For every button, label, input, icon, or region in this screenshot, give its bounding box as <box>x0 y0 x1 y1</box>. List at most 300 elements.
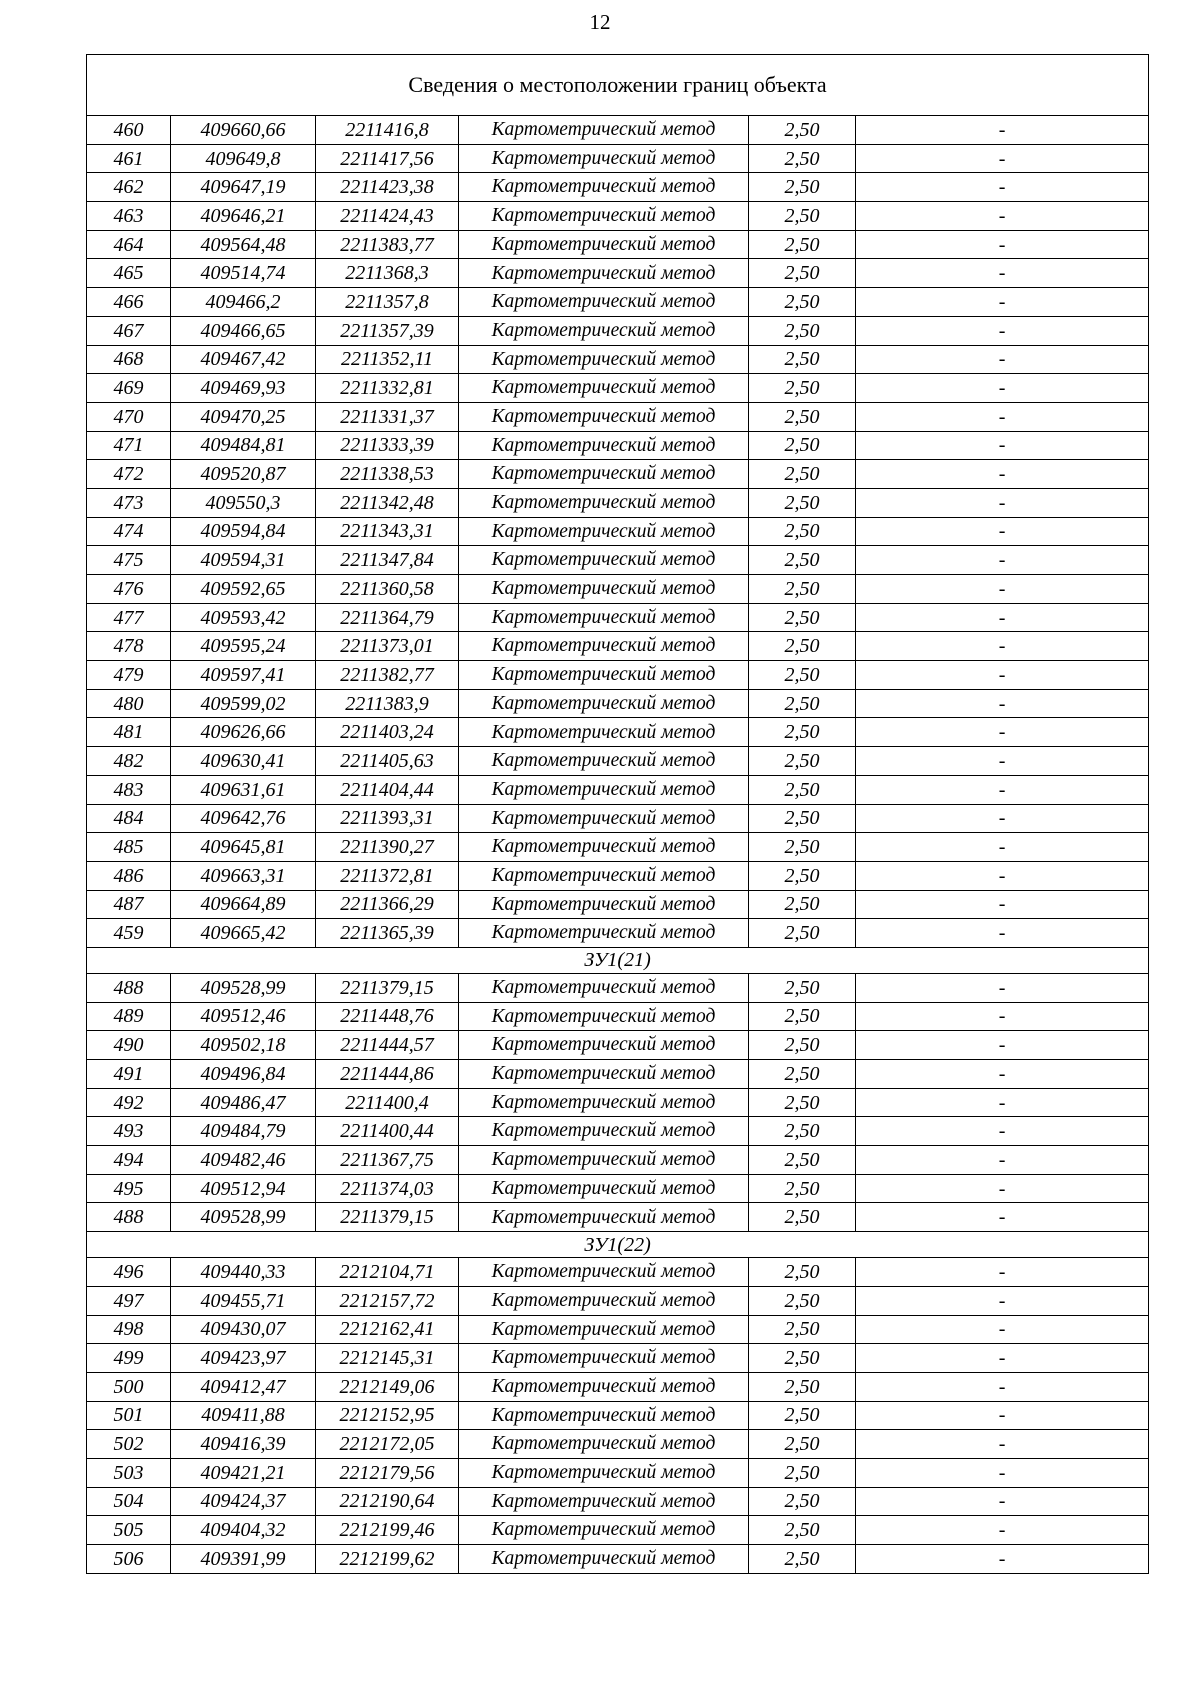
cell-coord-y: 2211352,11 <box>316 345 459 374</box>
cell-method: Картометрический метод <box>459 517 749 546</box>
cell-coord-y: 2212157,72 <box>316 1286 459 1315</box>
cell-point-number: 492 <box>87 1088 171 1117</box>
cell-coord-y: 2212199,46 <box>316 1516 459 1545</box>
table-row <box>87 1117 1149 1146</box>
cell-method: Картометрический метод <box>459 1315 749 1344</box>
cell-coord-x: 409665,42 <box>171 919 316 948</box>
cell-coord-y: 2212190,64 <box>316 1487 459 1516</box>
cell-point-number: 478 <box>87 632 171 661</box>
cell-coord-y: 2211383,9 <box>316 689 459 718</box>
cell-description: - <box>856 144 1149 173</box>
cell-coord-x: 409496,84 <box>171 1060 316 1089</box>
cell-coord-x: 409430,07 <box>171 1315 316 1344</box>
cell-point-number: 506 <box>87 1545 171 1574</box>
cell-coord-x: 409514,74 <box>171 259 316 288</box>
cell-coord-x: 409626,66 <box>171 718 316 747</box>
cell-point-number: 481 <box>87 718 171 747</box>
table-row <box>87 1344 1149 1373</box>
cell-accuracy: 2,50 <box>749 1258 856 1287</box>
cell-coord-y: 2211405,63 <box>316 747 459 776</box>
cell-accuracy: 2,50 <box>749 1146 856 1175</box>
cell-point-number: 491 <box>87 1060 171 1089</box>
cell-description: - <box>856 488 1149 517</box>
cell-description: - <box>856 374 1149 403</box>
cell-accuracy: 2,50 <box>749 1401 856 1430</box>
cell-coord-y: 2211382,77 <box>316 661 459 690</box>
cell-accuracy: 2,50 <box>749 1060 856 1089</box>
table-row <box>87 1060 1149 1089</box>
cell-coord-x: 409512,94 <box>171 1174 316 1203</box>
cell-coord-x: 409512,46 <box>171 1002 316 1031</box>
cell-point-number: 472 <box>87 460 171 489</box>
cell-coord-y: 2212162,41 <box>316 1315 459 1344</box>
cell-method: Картометрический метод <box>459 575 749 604</box>
cell-description: - <box>856 288 1149 317</box>
cell-coord-y: 2212172,05 <box>316 1430 459 1459</box>
table-row <box>87 661 1149 690</box>
cell-coord-x: 409550,3 <box>171 488 316 517</box>
cell-point-number: 498 <box>87 1315 171 1344</box>
cell-coord-y: 2211423,38 <box>316 173 459 202</box>
cell-coord-x: 409467,42 <box>171 345 316 374</box>
cell-accuracy: 2,50 <box>749 431 856 460</box>
cell-method: Картометрический метод <box>459 919 749 948</box>
cell-description: - <box>856 1060 1149 1089</box>
cell-description: - <box>856 775 1149 804</box>
cell-method: Картометрический метод <box>459 116 749 145</box>
cell-coord-x: 409470,25 <box>171 402 316 431</box>
cell-description: - <box>856 345 1149 374</box>
cell-coord-y: 2211372,81 <box>316 861 459 890</box>
cell-method: Картометрический метод <box>459 603 749 632</box>
cell-accuracy: 2,50 <box>749 1545 856 1574</box>
cell-coord-x: 409502,18 <box>171 1031 316 1060</box>
cell-coord-x: 409592,65 <box>171 575 316 604</box>
cell-method: Картометрический метод <box>459 1372 749 1401</box>
cell-accuracy: 2,50 <box>749 661 856 690</box>
cell-point-number: 499 <box>87 1344 171 1373</box>
table-row <box>87 345 1149 374</box>
cell-accuracy: 2,50 <box>749 1031 856 1060</box>
table-row <box>87 116 1149 145</box>
table-row <box>87 431 1149 460</box>
cell-accuracy: 2,50 <box>749 804 856 833</box>
cell-point-number: 503 <box>87 1458 171 1487</box>
table-row <box>87 1174 1149 1203</box>
cell-point-number: 475 <box>87 546 171 575</box>
cell-description: - <box>856 230 1149 259</box>
table-row <box>87 1203 1149 1232</box>
table-row <box>87 1258 1149 1287</box>
cell-description: - <box>856 1430 1149 1459</box>
cell-coord-y: 2211424,43 <box>316 202 459 231</box>
cell-coord-x: 409564,48 <box>171 230 316 259</box>
cell-accuracy: 2,50 <box>749 230 856 259</box>
cell-coord-x: 409412,47 <box>171 1372 316 1401</box>
cell-method: Картометрический метод <box>459 1401 749 1430</box>
table-body <box>87 55 1149 1574</box>
cell-coord-y: 2211373,01 <box>316 632 459 661</box>
table-row <box>87 575 1149 604</box>
cell-coord-y: 2211342,48 <box>316 488 459 517</box>
cell-description: - <box>856 116 1149 145</box>
cell-description: - <box>856 1344 1149 1373</box>
cell-coord-x: 409597,41 <box>171 661 316 690</box>
cell-method: Картометрический метод <box>459 144 749 173</box>
section-label: ЗУ1(21) <box>87 947 1149 973</box>
cell-coord-y: 2211331,37 <box>316 402 459 431</box>
cell-point-number: 504 <box>87 1487 171 1516</box>
cell-coord-x: 409421,21 <box>171 1458 316 1487</box>
cell-point-number: 482 <box>87 747 171 776</box>
cell-coord-y: 2211400,4 <box>316 1088 459 1117</box>
cell-method: Картометрический метод <box>459 1458 749 1487</box>
cell-method: Картометрический метод <box>459 1344 749 1373</box>
cell-coord-x: 409466,65 <box>171 316 316 345</box>
table-row <box>87 517 1149 546</box>
cell-coord-y: 2211357,8 <box>316 288 459 317</box>
cell-coord-y: 2211379,15 <box>316 1203 459 1232</box>
cell-description: - <box>856 460 1149 489</box>
cell-coord-x: 409466,2 <box>171 288 316 317</box>
cell-accuracy: 2,50 <box>749 632 856 661</box>
cell-coord-x: 409630,41 <box>171 747 316 776</box>
cell-coord-y: 2211366,29 <box>316 890 459 919</box>
cell-coord-x: 409484,81 <box>171 431 316 460</box>
cell-accuracy: 2,50 <box>749 747 856 776</box>
cell-coord-y: 2212152,95 <box>316 1401 459 1430</box>
cell-method: Картометрический метод <box>459 1258 749 1287</box>
cell-method: Картометрический метод <box>459 661 749 690</box>
cell-accuracy: 2,50 <box>749 460 856 489</box>
cell-point-number: 496 <box>87 1258 171 1287</box>
cell-coord-x: 409423,97 <box>171 1344 316 1373</box>
cell-coord-y: 2211347,84 <box>316 546 459 575</box>
cell-coord-x: 409484,79 <box>171 1117 316 1146</box>
cell-coord-x: 409528,99 <box>171 1203 316 1232</box>
cell-coord-x: 409645,81 <box>171 833 316 862</box>
cell-coord-x: 409486,47 <box>171 1088 316 1117</box>
cell-coord-x: 409660,66 <box>171 116 316 145</box>
cell-point-number: 502 <box>87 1430 171 1459</box>
cell-description: - <box>856 718 1149 747</box>
cell-point-number: 468 <box>87 345 171 374</box>
cell-coord-y: 2211416,8 <box>316 116 459 145</box>
cell-point-number: 501 <box>87 1401 171 1430</box>
cell-accuracy: 2,50 <box>749 1372 856 1401</box>
cell-coord-y: 2211367,75 <box>316 1146 459 1175</box>
cell-description: - <box>856 173 1149 202</box>
cell-coord-x: 409663,31 <box>171 861 316 890</box>
cell-accuracy: 2,50 <box>749 488 856 517</box>
table-row <box>87 775 1149 804</box>
cell-accuracy: 2,50 <box>749 1002 856 1031</box>
cell-coord-y: 2211364,79 <box>316 603 459 632</box>
cell-coord-x: 409391,99 <box>171 1545 316 1574</box>
cell-point-number: 488 <box>87 973 171 1002</box>
cell-point-number: 485 <box>87 833 171 862</box>
cell-description: - <box>856 316 1149 345</box>
section-header-row <box>87 1232 1149 1258</box>
cell-point-number: 465 <box>87 259 171 288</box>
cell-coord-x: 409416,39 <box>171 1430 316 1459</box>
cell-method: Картометрический метод <box>459 173 749 202</box>
table-title: Сведения о местоположении границ объекта <box>87 55 1149 116</box>
cell-method: Картометрический метод <box>459 804 749 833</box>
cell-point-number: 494 <box>87 1146 171 1175</box>
cell-description: - <box>856 919 1149 948</box>
cell-coord-y: 2211444,86 <box>316 1060 459 1089</box>
cell-accuracy: 2,50 <box>749 546 856 575</box>
cell-point-number: 500 <box>87 1372 171 1401</box>
cell-description: - <box>856 1031 1149 1060</box>
cell-accuracy: 2,50 <box>749 689 856 718</box>
cell-point-number: 486 <box>87 861 171 890</box>
page-number: 12 <box>589 10 611 34</box>
cell-method: Картометрический метод <box>459 833 749 862</box>
cell-description: - <box>856 517 1149 546</box>
cell-coord-y: 2211333,39 <box>316 431 459 460</box>
cell-point-number: 466 <box>87 288 171 317</box>
cell-coord-y: 2211417,56 <box>316 144 459 173</box>
cell-accuracy: 2,50 <box>749 1088 856 1117</box>
cell-accuracy: 2,50 <box>749 1458 856 1487</box>
cell-accuracy: 2,50 <box>749 973 856 1002</box>
table-row <box>87 632 1149 661</box>
cell-coord-y: 2211360,58 <box>316 575 459 604</box>
cell-coord-x: 409595,24 <box>171 632 316 661</box>
cell-method: Картометрический метод <box>459 861 749 890</box>
cell-coord-x: 409664,89 <box>171 890 316 919</box>
cell-method: Картометрический метод <box>459 747 749 776</box>
cell-accuracy: 2,50 <box>749 603 856 632</box>
cell-point-number: 493 <box>87 1117 171 1146</box>
cell-description: - <box>856 833 1149 862</box>
cell-point-number: 479 <box>87 661 171 690</box>
cell-point-number: 477 <box>87 603 171 632</box>
cell-accuracy: 2,50 <box>749 1203 856 1232</box>
table-row <box>87 973 1149 1002</box>
cell-accuracy: 2,50 <box>749 173 856 202</box>
cell-coord-y: 2211332,81 <box>316 374 459 403</box>
cell-accuracy: 2,50 <box>749 575 856 604</box>
cell-description: - <box>856 1545 1149 1574</box>
cell-point-number: 476 <box>87 575 171 604</box>
cell-coord-x: 409642,76 <box>171 804 316 833</box>
cell-description: - <box>856 747 1149 776</box>
cell-coord-x: 409646,21 <box>171 202 316 231</box>
cell-method: Картометрический метод <box>459 1088 749 1117</box>
cell-accuracy: 2,50 <box>749 1487 856 1516</box>
cell-description: - <box>856 1203 1149 1232</box>
table-row <box>87 402 1149 431</box>
cell-description: - <box>856 1117 1149 1146</box>
cell-method: Картометрический метод <box>459 1516 749 1545</box>
cell-coord-x: 409520,87 <box>171 460 316 489</box>
cell-description: - <box>856 603 1149 632</box>
cell-method: Картометрический метод <box>459 374 749 403</box>
cell-method: Картометрический метод <box>459 1203 749 1232</box>
table-row <box>87 1401 1149 1430</box>
cell-coord-y: 2211368,3 <box>316 259 459 288</box>
cell-description: - <box>856 575 1149 604</box>
cell-description: - <box>856 431 1149 460</box>
cell-point-number: 480 <box>87 689 171 718</box>
cell-accuracy: 2,50 <box>749 202 856 231</box>
table-row <box>87 890 1149 919</box>
cell-method: Картометрический метод <box>459 689 749 718</box>
cell-description: - <box>856 1458 1149 1487</box>
cell-coord-x: 409599,02 <box>171 689 316 718</box>
cell-coord-y: 2211379,15 <box>316 973 459 1002</box>
table-row <box>87 833 1149 862</box>
table-row <box>87 861 1149 890</box>
cell-description: - <box>856 861 1149 890</box>
cell-description: - <box>856 1487 1149 1516</box>
cell-method: Картометрический метод <box>459 1430 749 1459</box>
cell-accuracy: 2,50 <box>749 861 856 890</box>
cell-description: - <box>856 1146 1149 1175</box>
cell-point-number: 484 <box>87 804 171 833</box>
cell-method: Картометрический метод <box>459 1545 749 1574</box>
cell-coord-y: 2211374,03 <box>316 1174 459 1203</box>
cell-accuracy: 2,50 <box>749 718 856 747</box>
cell-coord-x: 409469,93 <box>171 374 316 403</box>
cell-description: - <box>856 804 1149 833</box>
table-row <box>87 689 1149 718</box>
cell-method: Картометрический метод <box>459 202 749 231</box>
cell-method: Картометрический метод <box>459 1146 749 1175</box>
cell-coord-y: 2211343,31 <box>316 517 459 546</box>
cell-point-number: 505 <box>87 1516 171 1545</box>
cell-accuracy: 2,50 <box>749 833 856 862</box>
cell-coord-y: 2211444,57 <box>316 1031 459 1060</box>
cell-description: - <box>856 632 1149 661</box>
cell-accuracy: 2,50 <box>749 116 856 145</box>
cell-method: Картометрический метод <box>459 230 749 259</box>
cell-coord-y: 2211390,27 <box>316 833 459 862</box>
cell-method: Картометрический метод <box>459 775 749 804</box>
cell-coord-y: 2212199,62 <box>316 1545 459 1574</box>
cell-point-number: 473 <box>87 488 171 517</box>
table-row <box>87 230 1149 259</box>
cell-method: Картометрический метод <box>459 1174 749 1203</box>
cell-description: - <box>856 1286 1149 1315</box>
cell-accuracy: 2,50 <box>749 775 856 804</box>
cell-point-number: 489 <box>87 1002 171 1031</box>
cell-accuracy: 2,50 <box>749 259 856 288</box>
cell-coord-y: 2212104,71 <box>316 1258 459 1287</box>
cell-accuracy: 2,50 <box>749 288 856 317</box>
cell-coord-y: 2211393,31 <box>316 804 459 833</box>
cell-method: Картометрический метод <box>459 460 749 489</box>
cell-coord-y: 2211357,39 <box>316 316 459 345</box>
cell-point-number: 495 <box>87 1174 171 1203</box>
cell-accuracy: 2,50 <box>749 345 856 374</box>
cell-coord-y: 2211383,77 <box>316 230 459 259</box>
table-row <box>87 144 1149 173</box>
table-row <box>87 202 1149 231</box>
cell-description: - <box>856 1516 1149 1545</box>
cell-coord-x: 409404,32 <box>171 1516 316 1545</box>
cell-method: Картометрический метод <box>459 431 749 460</box>
cell-coord-x: 409411,88 <box>171 1401 316 1430</box>
cell-accuracy: 2,50 <box>749 316 856 345</box>
cell-accuracy: 2,50 <box>749 1430 856 1459</box>
table-row <box>87 316 1149 345</box>
cell-method: Картометрический метод <box>459 632 749 661</box>
cell-coord-x: 409528,99 <box>171 973 316 1002</box>
cell-coord-y: 2212179,56 <box>316 1458 459 1487</box>
cell-point-number: 488 <box>87 1203 171 1232</box>
cell-point-number: 464 <box>87 230 171 259</box>
cell-accuracy: 2,50 <box>749 1315 856 1344</box>
cell-description: - <box>856 1315 1149 1344</box>
table-row <box>87 460 1149 489</box>
cell-description: - <box>856 1372 1149 1401</box>
table-row <box>87 1516 1149 1545</box>
table-row <box>87 1372 1149 1401</box>
cell-point-number: 471 <box>87 431 171 460</box>
table-title-row <box>87 55 1149 116</box>
table-row <box>87 1487 1149 1516</box>
cell-method: Картометрический метод <box>459 1031 749 1060</box>
cell-description: - <box>856 1002 1149 1031</box>
cell-coord-x: 409482,46 <box>171 1146 316 1175</box>
cell-method: Картометрический метод <box>459 1002 749 1031</box>
cell-coord-y: 2211365,39 <box>316 919 459 948</box>
table-row <box>87 259 1149 288</box>
cell-point-number: 461 <box>87 144 171 173</box>
cell-coord-x: 409455,71 <box>171 1286 316 1315</box>
table-row <box>87 1430 1149 1459</box>
cell-coord-y: 2212149,06 <box>316 1372 459 1401</box>
cell-accuracy: 2,50 <box>749 919 856 948</box>
cell-coord-x: 409424,37 <box>171 1487 316 1516</box>
table-row <box>87 603 1149 632</box>
cell-point-number: 490 <box>87 1031 171 1060</box>
cell-accuracy: 2,50 <box>749 1117 856 1146</box>
table-row <box>87 546 1149 575</box>
section-label: ЗУ1(22) <box>87 1232 1149 1258</box>
table-row <box>87 804 1149 833</box>
cell-point-number: 467 <box>87 316 171 345</box>
cell-accuracy: 2,50 <box>749 1516 856 1545</box>
cell-accuracy: 2,50 <box>749 144 856 173</box>
cell-coord-x: 409593,42 <box>171 603 316 632</box>
cell-point-number: 460 <box>87 116 171 145</box>
cell-description: - <box>856 546 1149 575</box>
cell-point-number: 459 <box>87 919 171 948</box>
cell-method: Картометрический метод <box>459 1487 749 1516</box>
cell-point-number: 483 <box>87 775 171 804</box>
cell-method: Картометрический метод <box>459 488 749 517</box>
cell-coord-x: 409631,61 <box>171 775 316 804</box>
cell-method: Картометрический метод <box>459 288 749 317</box>
cell-method: Картометрический метод <box>459 1286 749 1315</box>
table-row <box>87 1315 1149 1344</box>
table-row <box>87 1031 1149 1060</box>
table-row <box>87 718 1149 747</box>
cell-method: Картометрический метод <box>459 546 749 575</box>
table-row <box>87 374 1149 403</box>
cell-method: Картометрический метод <box>459 718 749 747</box>
cell-coord-y: 2211404,44 <box>316 775 459 804</box>
cell-point-number: 469 <box>87 374 171 403</box>
cell-accuracy: 2,50 <box>749 517 856 546</box>
cell-accuracy: 2,50 <box>749 1174 856 1203</box>
cell-coord-y: 2212145,31 <box>316 1344 459 1373</box>
